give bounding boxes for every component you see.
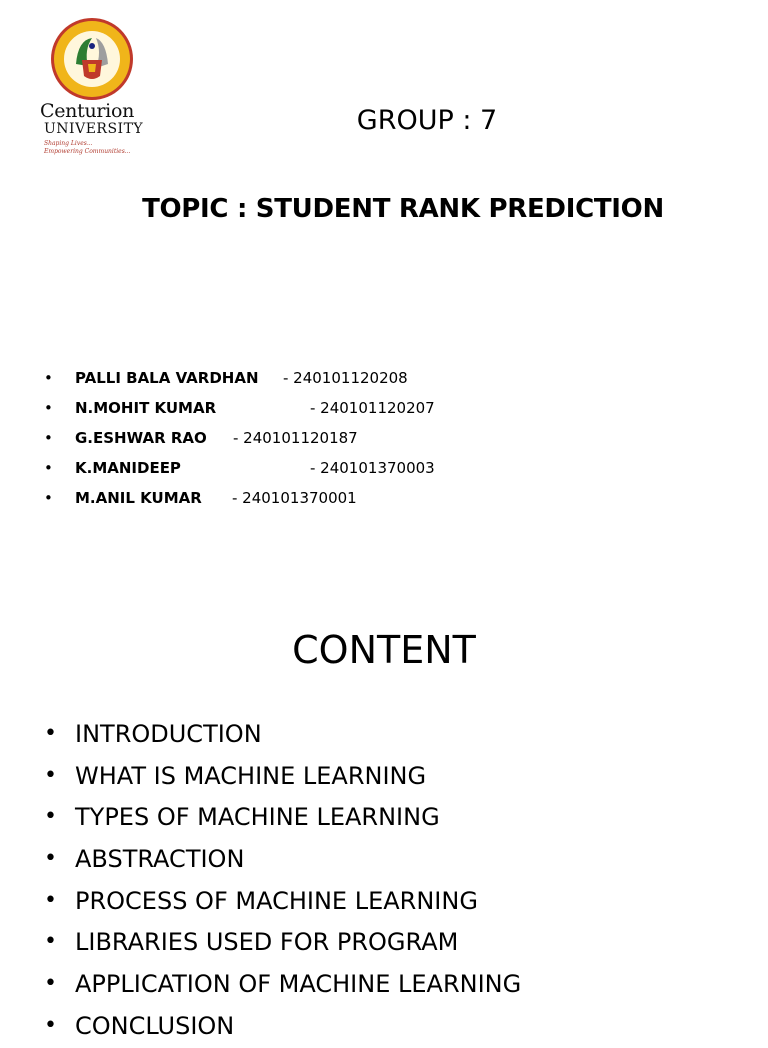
content-item: WHAT IS MACHINE LEARNING <box>75 761 427 790</box>
bullet-icon: • <box>44 971 57 997</box>
bullet-icon: • <box>44 399 53 417</box>
content-item: TYPES OF MACHINE LEARNING <box>75 803 440 832</box>
bullet-icon: • <box>44 459 53 477</box>
group-title: GROUP : 7 <box>356 105 498 136</box>
member-roll: - 240101120208 <box>283 369 408 387</box>
bullet-icon: • <box>44 489 53 507</box>
bullet-icon: • <box>44 721 57 746</box>
bullet-icon: • <box>44 846 57 872</box>
content-item: LIBRARIES USED FOR PROGRAM <box>75 928 459 957</box>
member-name: M.ANIL KUMAR <box>75 489 202 507</box>
member-name: N.MOHIT KUMAR <box>75 399 217 417</box>
bullet-icon: • <box>44 887 57 913</box>
bullet-icon: • <box>44 804 57 830</box>
member-roll: - 240101120207 <box>310 399 435 417</box>
content-item: ABSTRACTION <box>75 845 245 874</box>
university-seal-icon <box>48 16 136 102</box>
logo-name: Centurion <box>40 100 135 122</box>
content-item: CONCLUSION <box>75 1011 235 1040</box>
member-roll: - 240101370001 <box>232 489 357 507</box>
member-name: K.MANIDEEP <box>75 459 181 477</box>
logo-tagline-line-1: Shaping Lives... <box>44 140 93 147</box>
member-name: G.ESHWAR RAO <box>75 429 207 447</box>
bullet-icon: • <box>44 929 57 955</box>
bullet-icon: • <box>44 369 53 387</box>
member-name: PALLI BALA VARDHAN <box>75 369 259 387</box>
bullet-icon: • <box>44 1012 57 1038</box>
content-item: INTRODUCTION <box>75 720 262 748</box>
content-item: PROCESS OF MACHINE LEARNING <box>75 886 478 915</box>
content-item: APPLICATION OF MACHINE LEARNING <box>75 970 522 999</box>
bullet-icon: • <box>44 429 53 447</box>
topic-title: TOPIC : STUDENT RANK PREDICTION <box>142 194 664 224</box>
bullet-icon: • <box>44 762 57 788</box>
logo-tagline <box>44 140 154 156</box>
member-roll: - 240101370003 <box>310 459 435 477</box>
content-heading: CONTENT <box>292 628 476 672</box>
logo-university: UNIVERSITY <box>44 121 144 137</box>
logo-tagline-line-2: Empowering Communities... <box>44 148 131 155</box>
member-roll: - 240101120187 <box>233 429 358 447</box>
